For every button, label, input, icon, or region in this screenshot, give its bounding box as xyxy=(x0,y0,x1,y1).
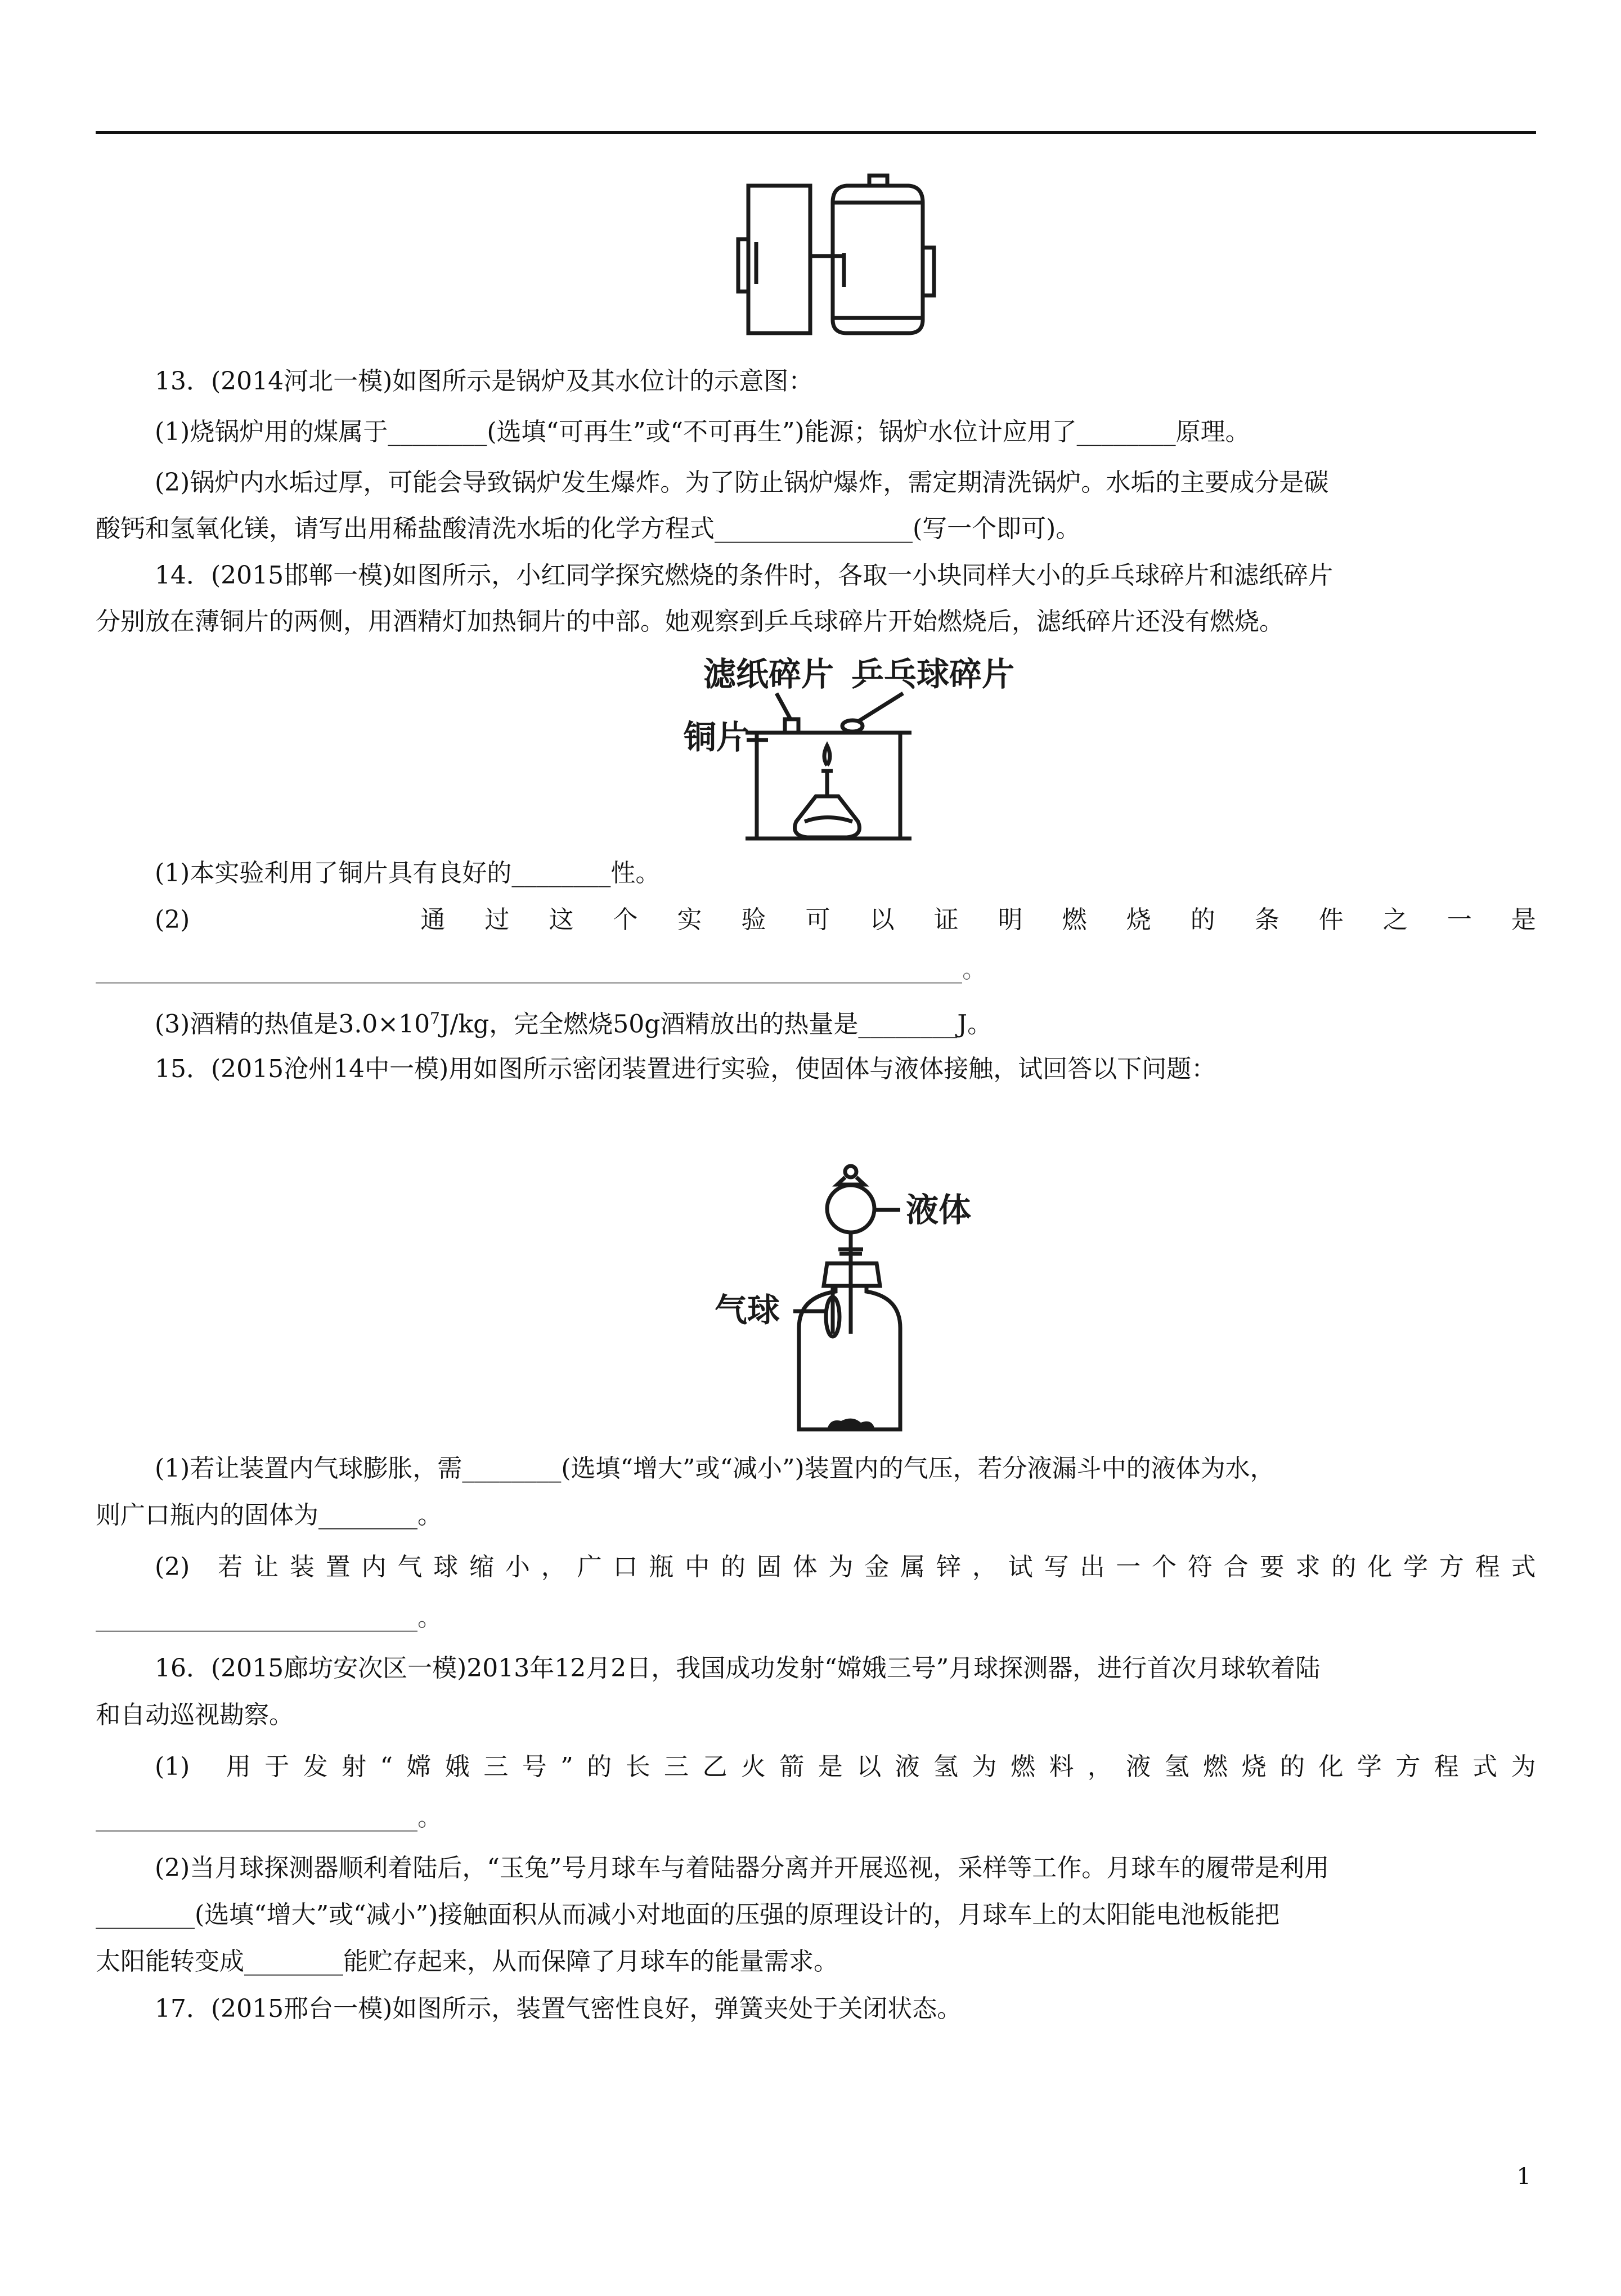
label-liquid: 液体 xyxy=(906,1191,972,1229)
page-number: 1 xyxy=(1516,2164,1531,2190)
q17-stem: 17．(2015邢台一模)如图所示，装置气密性良好，弹簧夹处于关闭状态。 xyxy=(155,1994,962,2023)
q16-part2-line3: 太阳能转变成________能贮存起来，从而保障了月球车的能量需求。 xyxy=(96,1947,838,1976)
q14-part2-line1: (2) 通 过 这 个 实 验 可 以 证 明 燃 烧 的 条 件 之 一 是 xyxy=(155,903,1536,937)
q13-part1: (1)烧锅炉用的煤属于________(选填“可再生”或“不可再生”)能源；锅炉水位计应用了________原理。 xyxy=(155,418,1250,446)
sealed-bottle-figure xyxy=(715,1165,979,1435)
header-rule xyxy=(96,131,1536,134)
q16-part1-num: (1) xyxy=(155,1752,190,1781)
q16-part2-line1: (2)当月球探测器顺利着陆后，“玉兔”号月球车与着陆器分离并开展巡视，采样等工作。月球车的履带是利用 xyxy=(155,1854,1330,1882)
q14-stem-line2: 分别放在薄铜片的两侧，用酒精灯加热铜片的中部。她观察到乒乓球碎片开始燃烧后，滤纸碎片还没有燃烧。 xyxy=(96,607,1284,636)
q16-part1-line1: (1) 用 于 发 射 “ 嫦 娥 三 号 ” 的 长 三 乙 火 箭 是 以 液 氢 为 燃 料 ， 液 氢 燃 烧 的 化 学 方 程 式 为 xyxy=(155,1750,1536,1784)
q15-part1-line2: 则广口瓶内的固体为________。 xyxy=(96,1501,442,1530)
q13-part2-line2: 酸钙和氢氧化镁，请写出用稀盐酸清洗水垢的化学方程式________________(写一个即可)。 xyxy=(96,514,1081,543)
q14-part1: (1)本实验利用了铜片具有良好的________性。 xyxy=(155,859,661,887)
separatory-funnel xyxy=(827,1185,874,1232)
boiler-cap xyxy=(869,176,887,186)
q15-part1-line1: (1)若让装置内气球膨胀，需________(选填“增大”或“减小”)装置内的气压，若分液漏斗中的液体为水， xyxy=(155,1454,1275,1483)
q16-stem-line2: 和自动巡视勘察。 xyxy=(96,1701,294,1729)
boiler-tank xyxy=(833,186,923,333)
q15-part2-num: (2) xyxy=(155,1553,190,1581)
q14-part2-blank: ______________________________________________________________________。 xyxy=(96,955,987,984)
q14-part3: (3)酒精的热值是$3.0\times 10^7J/kg$，完全燃烧50g酒精放出的热量是________J。 xyxy=(155,1009,993,1039)
flame-wick xyxy=(821,746,833,796)
filter-paper-piece xyxy=(785,719,798,733)
solid-in-bottle xyxy=(827,1419,875,1429)
q16-part2-line2: ________(选填“增大”或“减小”)接触面积从而减小对地面的压强的原理设计的，月球车上的太阳能电池板能把 xyxy=(96,1900,1280,1929)
q16-part1-blank: __________________________。 xyxy=(96,1803,442,1832)
combustion-figure xyxy=(684,653,1044,855)
q13-stem: 13．(2014河北一模)如图所示是锅炉及其水位计的示意图： xyxy=(155,367,814,396)
label-copper-plate: 铜片 xyxy=(684,718,749,756)
boiler-bands xyxy=(833,203,923,318)
label-balloon: 气球 xyxy=(715,1291,780,1329)
label-filter-paper: 滤纸碎片 xyxy=(703,655,834,693)
label-pingpong: 乒乓球碎片 xyxy=(851,655,1015,693)
q13-part2-line1: (2)锅炉内水垢过厚，可能会导致锅炉发生爆炸。为了防止锅炉爆炸，需定期清洗锅炉。水垢的主要成分是碳 xyxy=(155,468,1329,497)
lamp-liquid xyxy=(805,818,852,822)
q14-stem-line1: 14．(2015邯郸一模)如图所示，小红同学探究燃烧的条件时，各取一小块同样大小的乒乓球碎片和滤纸碎片 xyxy=(155,561,1333,590)
q15-stem: 15．(2015沧州14中一模)用如图所示密闭装置进行实验，使固体与液体接触，试回答以下问题： xyxy=(155,1055,1216,1083)
boiler-figure xyxy=(731,169,957,338)
q16-stem-line1: 16．(2015廊坊安次区一模)2013年12月2日，我国成功发射“嫦娥三号”月球探测器，进行首次月球软着陆 xyxy=(155,1654,1321,1683)
q15-part2-blank: __________________________。 xyxy=(96,1603,442,1632)
q15-part2-line1: (2) 若 让 装 置 内 气 球 缩 小 ， 广 口 瓶 中 的 固 体 为 金 属 锌 ， 试 写 出 一 个 符 合 要 求 的 化 学 方 程 式 xyxy=(155,1550,1536,1584)
q14-part2-num: (2) xyxy=(155,905,190,934)
funnel-stopper xyxy=(845,1166,856,1177)
